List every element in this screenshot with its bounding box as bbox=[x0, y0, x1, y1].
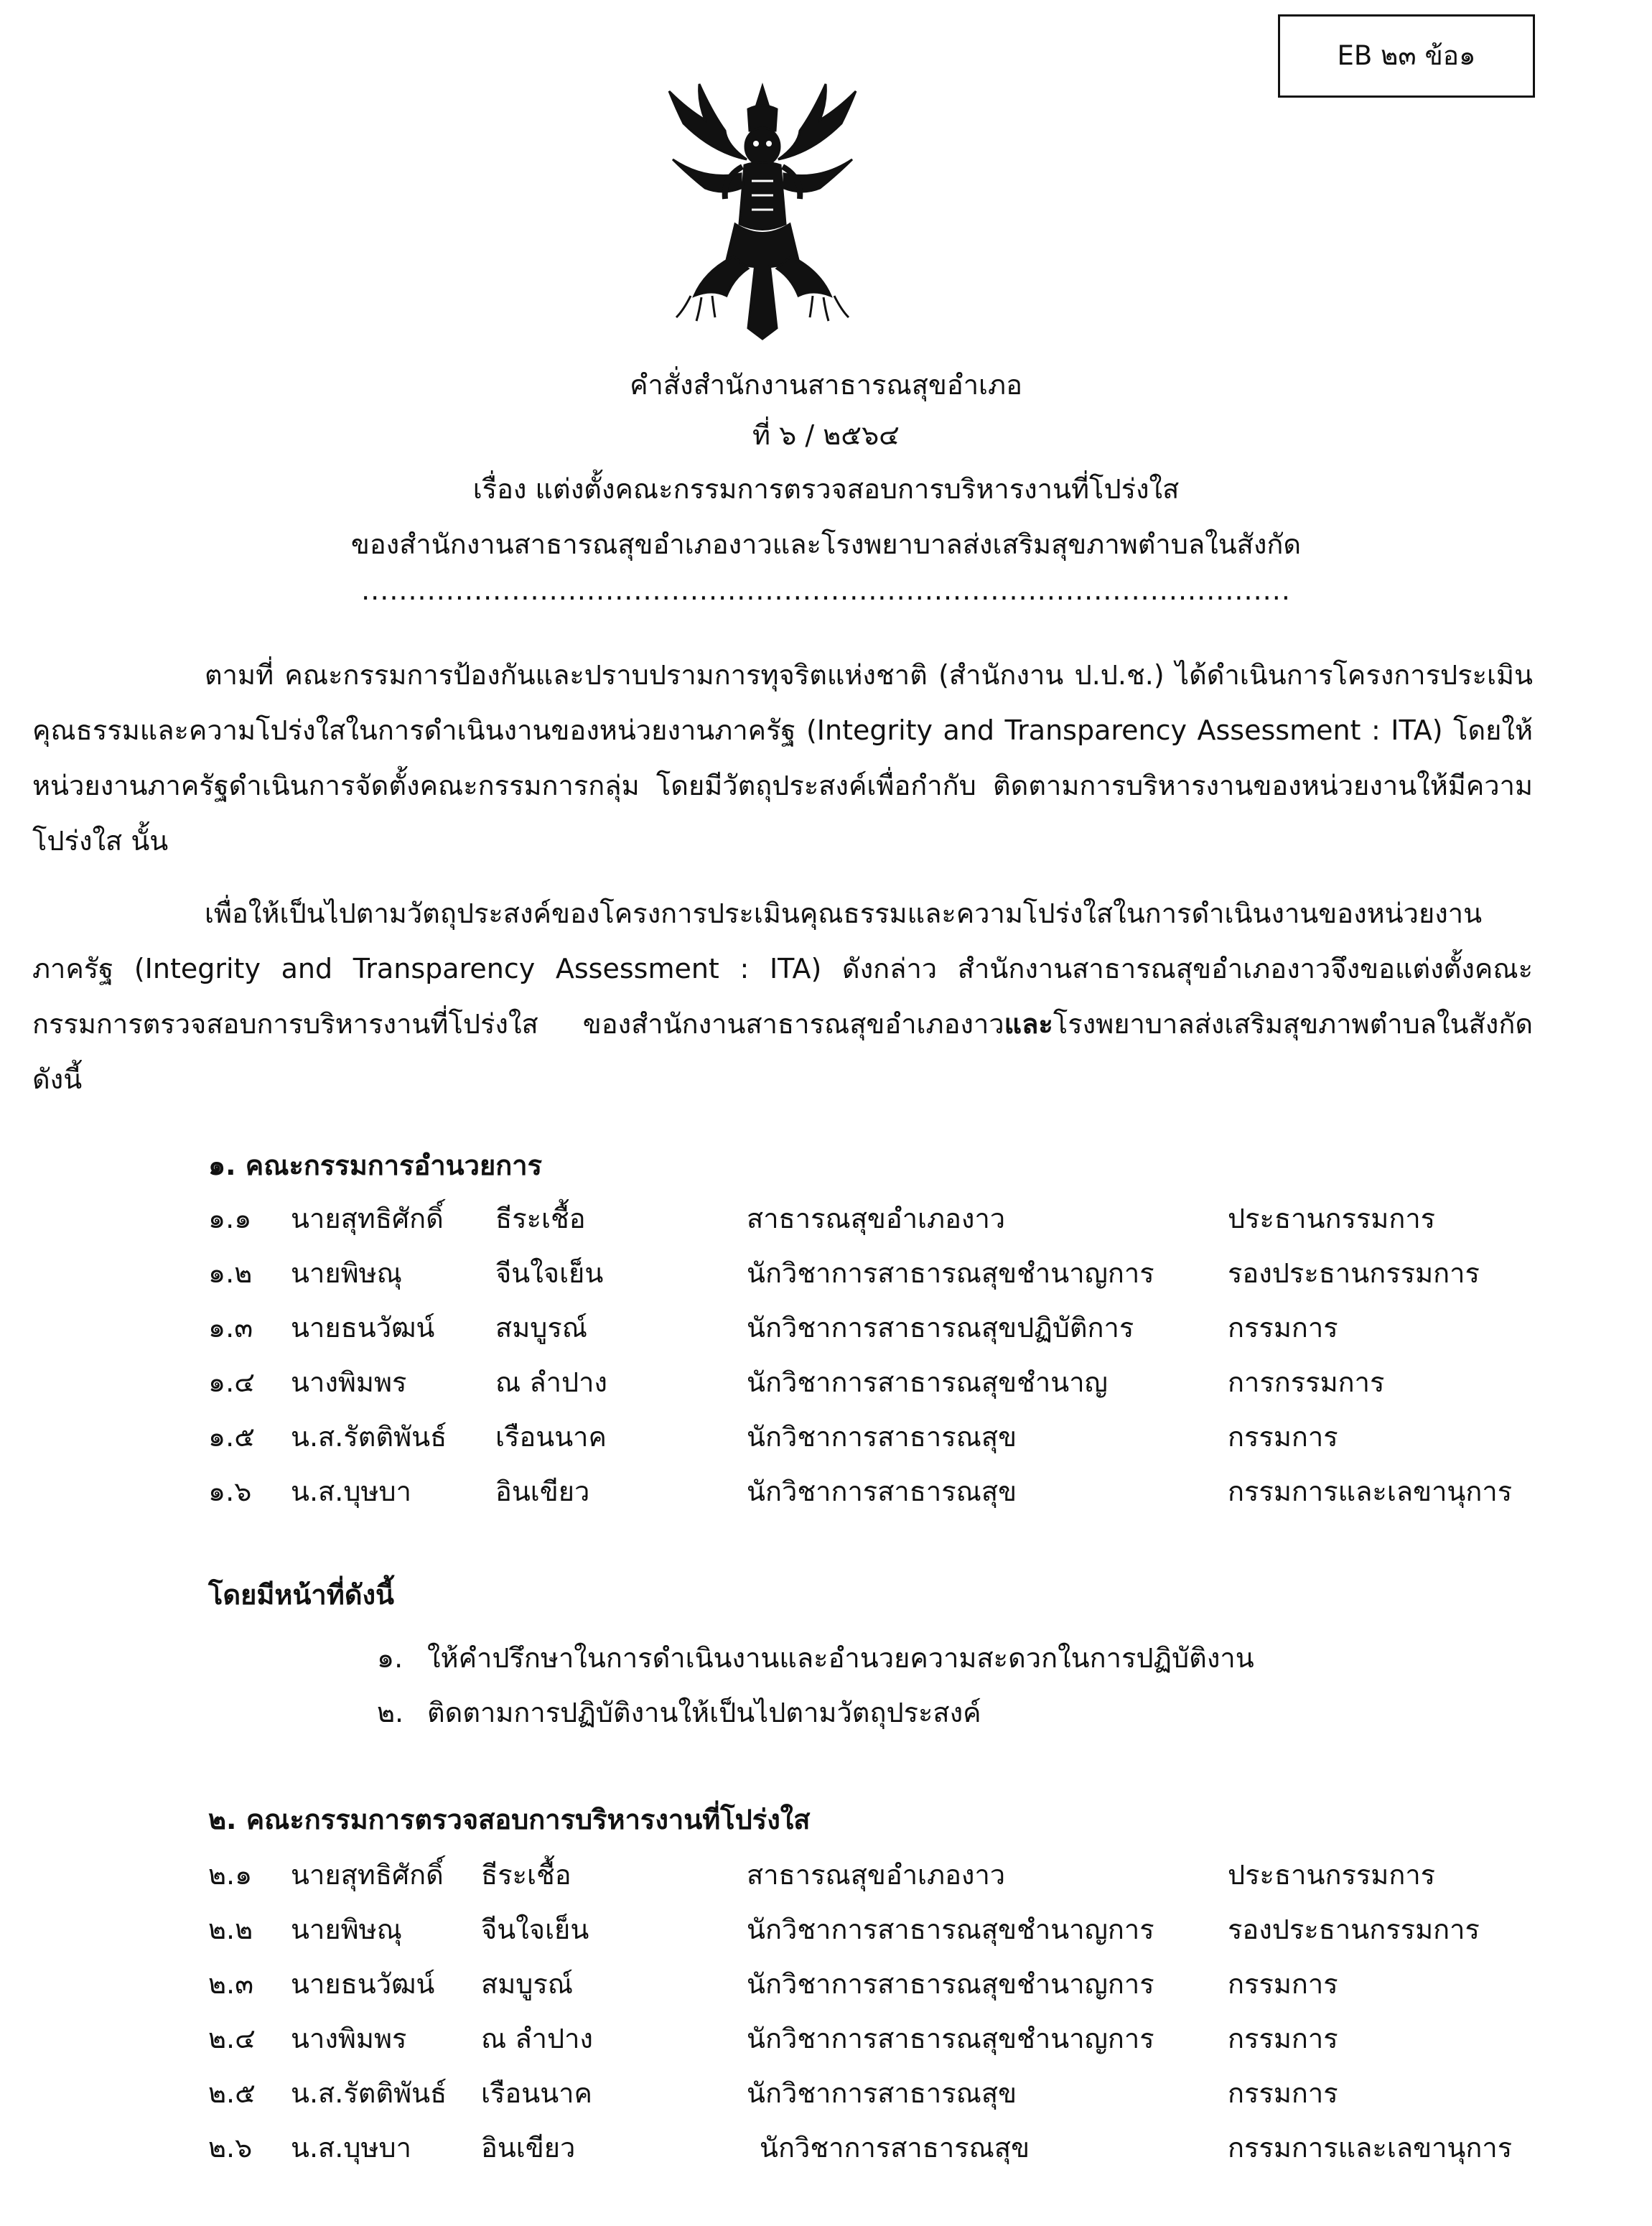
duty-number: ๒. bbox=[377, 1697, 404, 1728]
member-number: ๑.๖ bbox=[208, 1476, 252, 1507]
separator-dots: ................................................................................................... bbox=[361, 574, 1291, 606]
member-last-name: สมบูรณ์ bbox=[495, 1312, 588, 1343]
member-number: ๒.๕ bbox=[208, 2077, 256, 2109]
duty-text: ให้คำปรึกษาในการดำเนินงานและอำนวยความสะดวกในการปฏิบัติงาน bbox=[427, 1642, 1254, 1674]
member-last-name: เรือนนาค bbox=[495, 1421, 607, 1453]
member-last-name: สมบูรณ์ bbox=[481, 1968, 574, 2000]
member-first-name: นายสุทธิศักดิ์ bbox=[291, 1859, 444, 1891]
reference-box: EB ๒๓ ข้อ๑ bbox=[1278, 14, 1535, 98]
committee-1-member-row bbox=[0, 1360, 1652, 1415]
member-role: กรรมการ bbox=[1228, 2077, 1338, 2109]
member-number: ๑.๕ bbox=[208, 1421, 255, 1453]
duty-text: ติดตามการปฏิบัติงานให้เป็นไปตามวัตถุประสงค์ bbox=[427, 1697, 981, 1728]
member-last-name: เรือนนาค bbox=[481, 2077, 592, 2109]
paragraph-2-text-a: เพื่อให้เป็นไปตามวัตถุประสงค์ของโครงการประเมินคุณธรรมและความโปร่งใสในการดำเนินงานของหน่วยงานภาครัฐ (Integrity and Transparency Assessment : ITA) ดังกล่าว สำนักงานสาธารณสุขอำเภองาวจึงขอแต่งตั้งคณะกรรมการตรวจสอบการบริหารงานที่โปร่งใส ของสำนักงานสาธารณสุขอำเภองาว bbox=[32, 898, 1533, 1040]
order-number: ที่ ๖ / ๒๕๖๔ bbox=[752, 419, 900, 451]
member-position: นักวิชาการสาธารณสุขชำนาญการ bbox=[747, 1914, 1154, 1945]
committee-2-member-row bbox=[0, 2125, 1652, 2180]
member-position: สาธารณสุขอำเภองาว bbox=[747, 1203, 1006, 1234]
order-title: คำสั่งสำนักงานสาธารณสุขอำเภอ bbox=[630, 369, 1022, 401]
member-last-name: ณ ลำปาง bbox=[495, 1366, 607, 1398]
member-position: นักวิชาการสาธารณสุขชำนาญการ bbox=[747, 1968, 1154, 2000]
order-subject-line-2: ของสำนักงานสาธารณสุขอำเภองาวและโรงพยาบาลส่งเสริมสุขภาพตำบลในสังกัด bbox=[350, 528, 1302, 560]
member-number: ๒.๓ bbox=[208, 1968, 254, 2000]
member-position: นักวิชาการสาธารณสุขชำนาญ bbox=[747, 1366, 1108, 1398]
committee-1-member-row bbox=[0, 1415, 1652, 1469]
member-first-name: น.ส.บุษบา bbox=[291, 1476, 411, 1507]
paragraph-background bbox=[32, 648, 1533, 869]
member-role: การกรรมการ bbox=[1228, 1366, 1385, 1398]
member-role: กรรมการ bbox=[1228, 1421, 1338, 1453]
committee-2-heading: ๒. คณะกรรมการตรวจสอบการบริหารงานที่โปร่งใส bbox=[208, 1804, 811, 1835]
member-role: กรรมการและเลขานุการ bbox=[1228, 2132, 1513, 2164]
member-position: สาธารณสุขอำเภองาว bbox=[747, 1859, 1006, 1891]
member-role: ประธานกรรมการ bbox=[1228, 1203, 1436, 1234]
member-position: นักวิชาการสาธารณสุข bbox=[747, 1421, 1017, 1453]
member-first-name: น.ส.บุษบา bbox=[291, 2132, 411, 2164]
committee-1-heading: ๑. คณะกรรมการอำนวยการ bbox=[208, 1150, 542, 1181]
member-number: ๒.๔ bbox=[208, 2023, 256, 2054]
member-last-name: อินเขียว bbox=[481, 2132, 576, 2164]
member-position: นักวิชาการสาธารณสุขชำนาญการ bbox=[747, 2023, 1154, 2054]
paragraph-2-text-b: โรงพยาบาลส่งเสริมสุขภาพตำบลในสังกัด ดังนี้ bbox=[32, 1008, 1533, 1095]
member-role: รองประธานกรรมการ bbox=[1228, 1257, 1480, 1289]
order-subject-line-1: เรื่อง แต่งตั้งคณะกรรมการตรวจสอบการบริหารงานที่โปร่งใส bbox=[472, 473, 1180, 505]
member-number: ๑.๒ bbox=[208, 1257, 253, 1289]
member-number: ๑.๓ bbox=[208, 1312, 253, 1343]
member-last-name: จีนใจเย็น bbox=[495, 1257, 604, 1289]
committee-2-member-row bbox=[0, 1853, 1652, 1907]
member-number: ๑.๔ bbox=[208, 1366, 255, 1398]
duty-item bbox=[0, 1636, 1652, 1690]
member-position: นักวิชาการสาธารณสุข bbox=[760, 2132, 1030, 2164]
member-first-name: นายพิษณุ bbox=[291, 1257, 402, 1289]
paragraph-2-bold: และ bbox=[1004, 1008, 1053, 1040]
committee-2-member-row bbox=[0, 1962, 1652, 2016]
member-position: นักวิชาการสาธารณสุข bbox=[747, 2077, 1017, 2109]
member-last-name: จีนใจเย็น bbox=[481, 1914, 589, 1945]
garuda-emblem bbox=[655, 80, 870, 346]
member-first-name: นางพิมพร bbox=[291, 2023, 407, 2054]
member-last-name: อินเขียว bbox=[495, 1476, 590, 1507]
member-first-name: นายธนวัฒน์ bbox=[291, 1312, 435, 1343]
duty-item bbox=[0, 1690, 1652, 1745]
member-last-name: ธีระเชื้อ bbox=[481, 1859, 571, 1891]
committee-2-member-row bbox=[0, 1907, 1652, 1962]
paragraph-1-text: ตามที่ คณะกรรมการป้องกันและปราบปรามการทุจริตแห่งชาติ (สำนักงาน ป.ป.ช.) ได้ดำเนินการโครงการประเมินคุณธรรมและความโปร่งใสในการดำเนินงานของหน่วยงานภาครัฐ (Integrity and Transparency Assessment : ITA) โดยให้หน่วยงานภาครัฐดำเนินการจัดตั้งคณะกรรมการกลุ่ม โดยมีวัตถุประสงค์เพื่อกำกับ ติดตามการบริหารงานของหน่วยงานให้มีความโปร่งใส นั้น bbox=[32, 659, 1533, 857]
member-role: กรรมการ bbox=[1228, 1968, 1338, 2000]
member-role: รองประธานกรรมการ bbox=[1228, 1914, 1480, 1945]
committee-1-member-row bbox=[0, 1305, 1652, 1360]
committee-1-member-row bbox=[0, 1469, 1652, 1524]
member-last-name: ณ ลำปาง bbox=[481, 2023, 593, 2054]
member-first-name: นายพิษณุ bbox=[291, 1914, 402, 1945]
member-number: ๒.๒ bbox=[208, 1914, 253, 1945]
member-role: กรรมการ bbox=[1228, 1312, 1338, 1343]
paragraph-purpose bbox=[32, 886, 1533, 1107]
member-number: ๒.๑ bbox=[208, 1859, 253, 1891]
member-role: กรรมการและเลขานุการ bbox=[1228, 1476, 1513, 1507]
duty-number: ๑. bbox=[377, 1642, 403, 1674]
member-role: ประธานกรรมการ bbox=[1228, 1859, 1436, 1891]
duties-heading: โดยมีหน้าที่ดังนี้ bbox=[208, 1579, 395, 1611]
committee-1-member-row bbox=[0, 1251, 1652, 1305]
member-position: นักวิชาการสาธารณสุขปฏิบัติการ bbox=[747, 1312, 1134, 1343]
member-first-name: น.ส.รัตติพันธ์ bbox=[291, 1421, 447, 1453]
committee-2-member-row bbox=[0, 2071, 1652, 2125]
member-first-name: นายสุทธิศักดิ์ bbox=[291, 1203, 444, 1234]
member-first-name: นางพิมพร bbox=[291, 1366, 407, 1398]
member-position: นักวิชาการสาธารณสุข bbox=[747, 1476, 1017, 1507]
member-role: กรรมการ bbox=[1228, 2023, 1338, 2054]
member-number: ๒.๖ bbox=[208, 2132, 253, 2164]
member-position: นักวิชาการสาธารณสุขชำนาญการ bbox=[747, 1257, 1154, 1289]
member-last-name: ธีระเชื้อ bbox=[495, 1203, 586, 1234]
member-first-name: น.ส.รัตติพันธ์ bbox=[291, 2077, 447, 2109]
member-number: ๑.๑ bbox=[208, 1203, 252, 1234]
committee-2-member-row bbox=[0, 2016, 1652, 2071]
committee-1-member-row bbox=[0, 1196, 1652, 1251]
member-first-name: นายธนวัฒน์ bbox=[291, 1968, 435, 2000]
